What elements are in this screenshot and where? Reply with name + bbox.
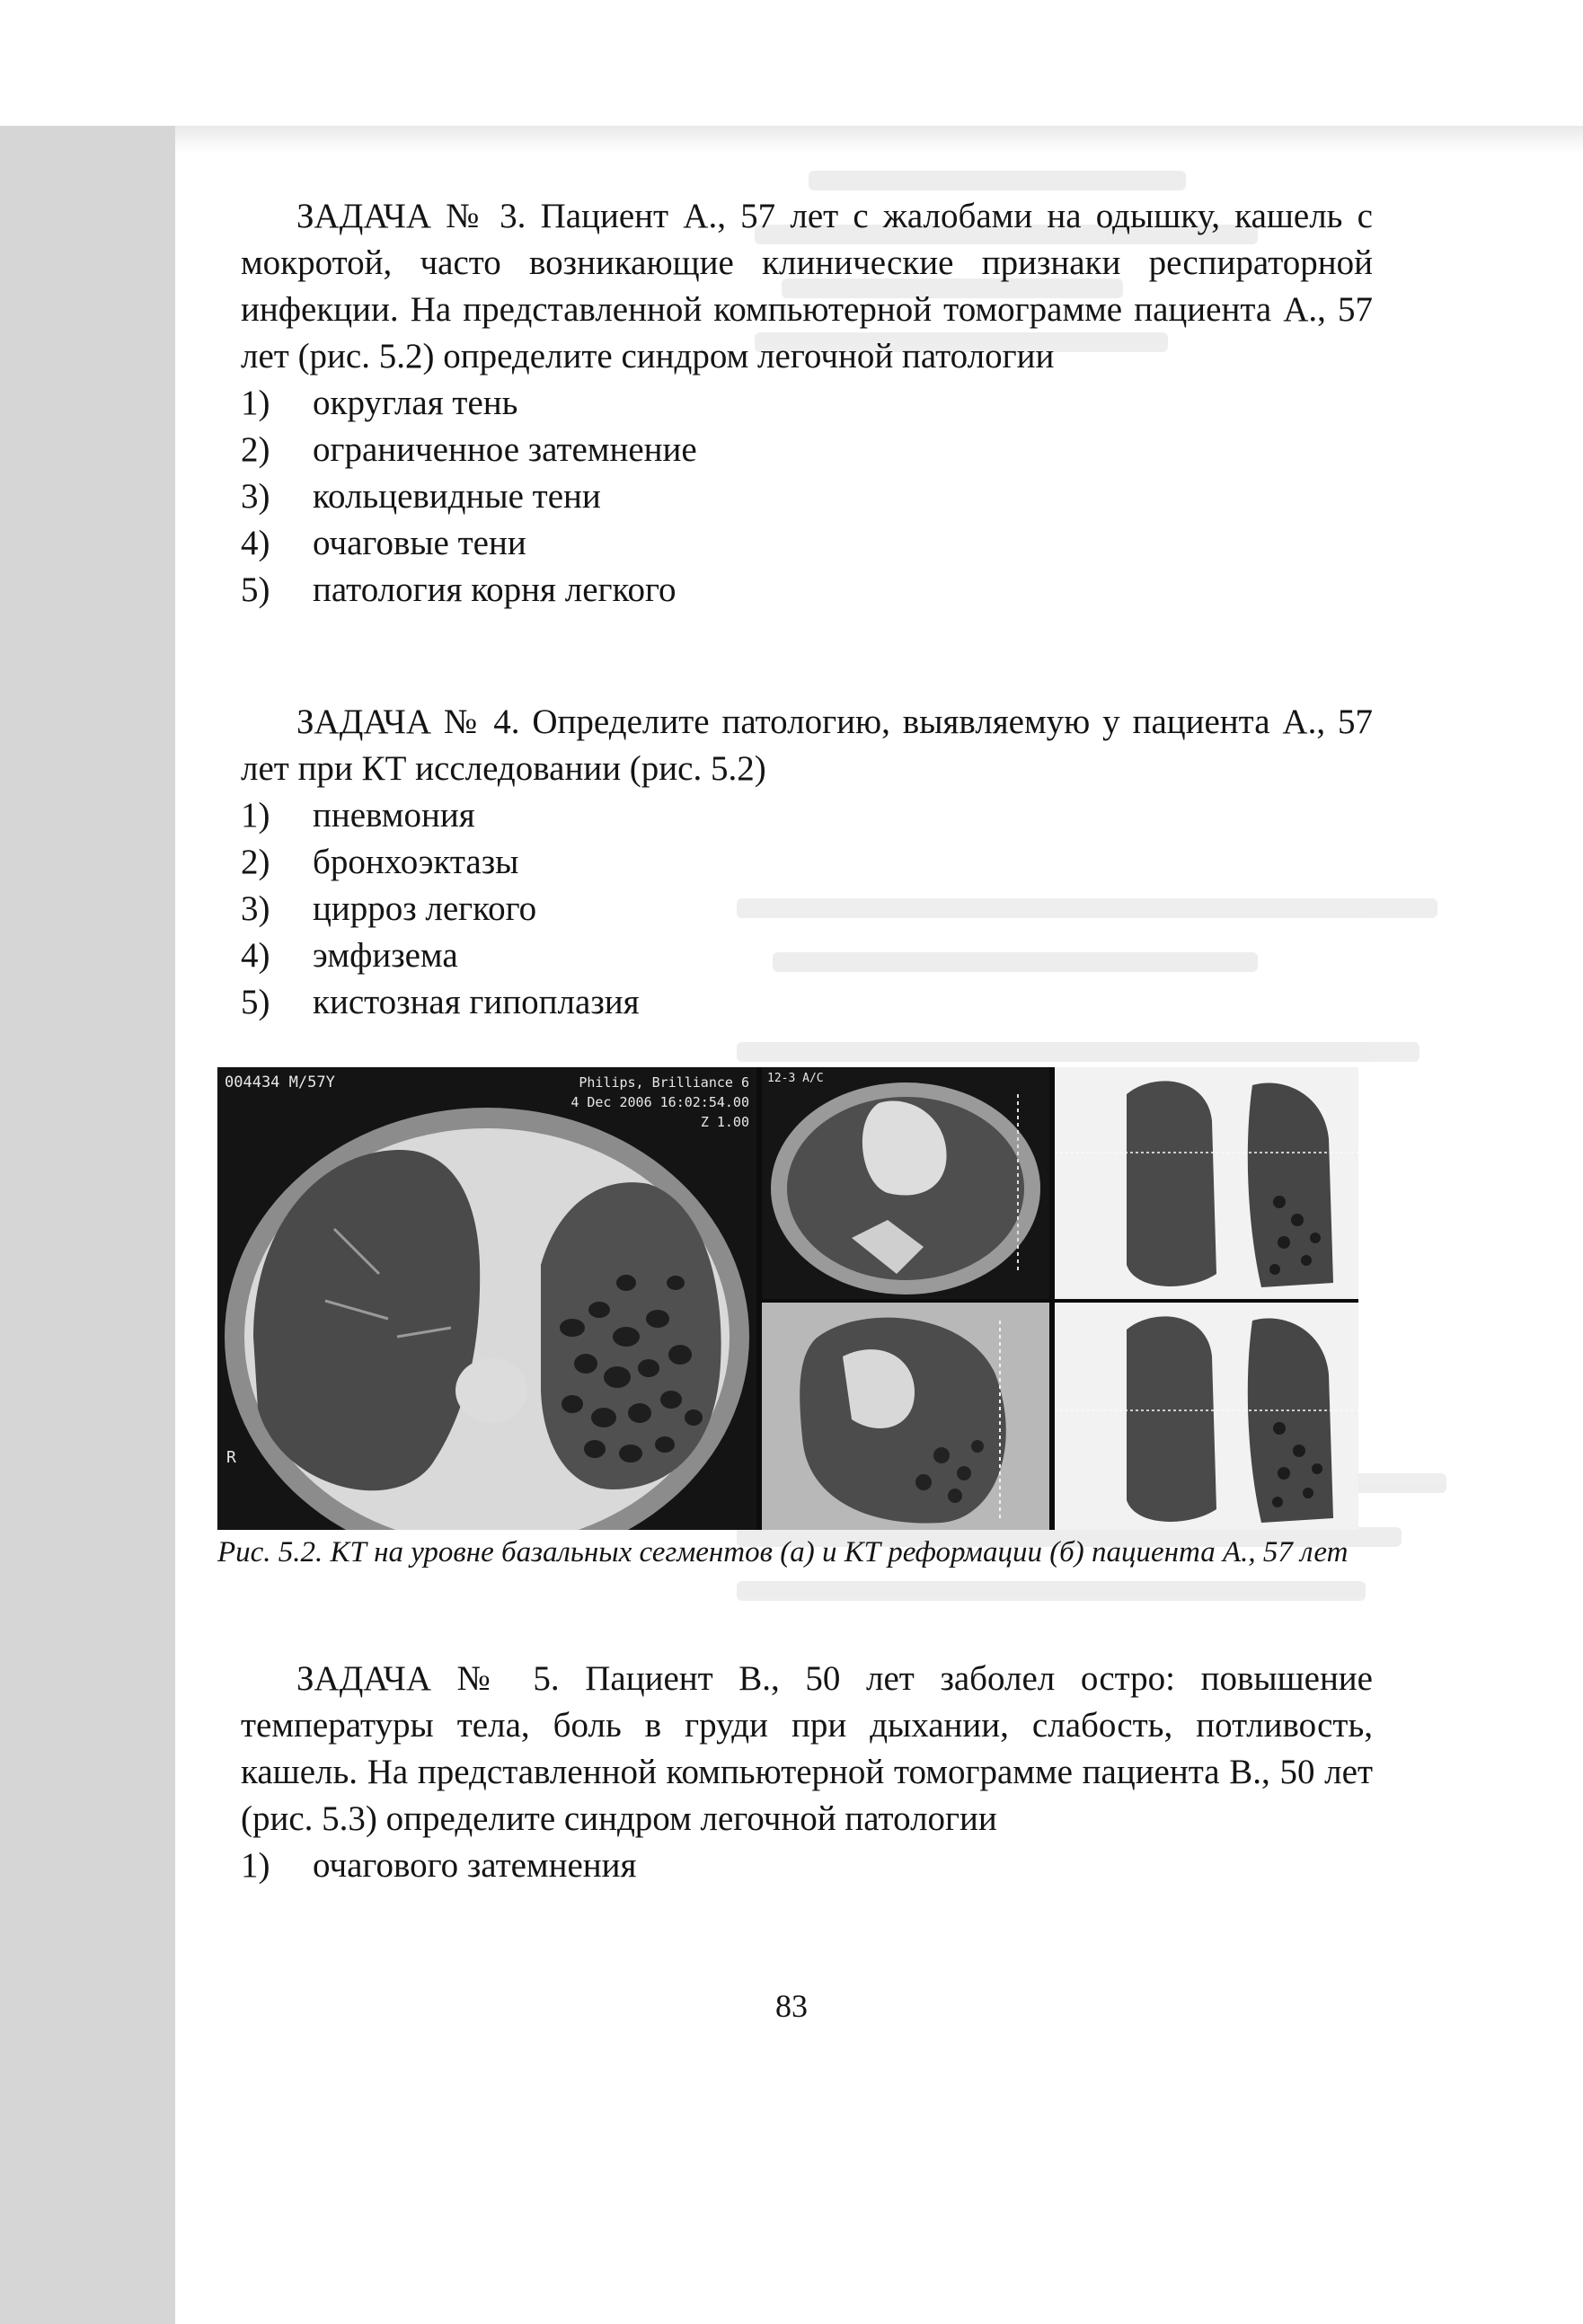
ct-figure [217, 1067, 1358, 1530]
ct-lung-reformat-bottom [1055, 1303, 1358, 1530]
svg-text:4 Dec 2006 16:02:54.00: 4 Dec 2006 16:02:54.00 [570, 1094, 749, 1110]
svg-text:Z 1.00: Z 1.00 [700, 1114, 749, 1130]
task-5-text: ЗАДАЧА № 5. Пациент В., 50 лет заболел остро: повышение температуры тела, боль в груди при дыхании, слабость, потливость, кашель. На представленной компьютерной томограмме пациента В., 50 лет (рис. 5.3) определите синдром легочной патологии [241, 1659, 1373, 1838]
page-number: 83 [775, 1988, 808, 2024]
task-4 [241, 699, 1373, 1026]
ct-lung-reformat-top [1055, 1067, 1358, 1299]
list-item: 3) кольцевидные тени [241, 477, 601, 516]
list-item: 2) ограниченное затемнение [241, 430, 697, 469]
figure-caption: Рис. 5.2. КТ на уровне базальных сегментов (а) и КТ реформации (б) пациента А., 57 лет [217, 1536, 1349, 1568]
task-5 [241, 1656, 1373, 1889]
ct-reformat-image [762, 1303, 1049, 1530]
list-item: 5) патология корня легкого [241, 570, 677, 609]
svg-text:R: R [226, 1448, 236, 1467]
task-3 [241, 193, 1373, 614]
task-3-options [241, 380, 1373, 614]
list-item: 1) округлая тень [241, 384, 518, 422]
scan-margin-top [175, 126, 1583, 153]
list-item: 1) очагового затемнения [241, 1846, 637, 1885]
list-item: 3) цирроз легкого [241, 889, 537, 928]
list-item: 5) кистозная гипоплазия [241, 983, 640, 1021]
list-item: 2) бронхоэктазы [241, 843, 519, 881]
task-5-options [241, 1842, 1373, 1889]
task-4-options [241, 792, 1373, 1026]
svg-text:Philips, Brilliance 6: Philips, Brilliance 6 [579, 1074, 749, 1091]
list-item: 4) очаговые тени [241, 524, 526, 562]
task-3-text: ЗАДАЧА № 3. Пациент А., 57 лет с жалобами на одышку, кашель с мокротой, часто возникающие клинические признаки респираторной инфекции. На представленной компьютерной томограмме пациента А., 57 лет (рис. 5.2) определите синдром легочной патологии [241, 197, 1373, 376]
task-4-text: ЗАДАЧА № 4. Определите патологию, выявляемую у пациента А., 57 лет при КТ исследовании (рис. 5.2) [241, 703, 1373, 788]
list-item: 1) пневмония [241, 796, 475, 835]
svg-text:12-3 A/C: 12-3 A/C [767, 1072, 824, 1085]
ct-axial-image [217, 1067, 756, 1530]
ct-overlay-id: 004434 M/57Y [225, 1074, 335, 1091]
list-item: 4) эмфизема [241, 936, 458, 975]
ct-coronal-image [762, 1067, 1049, 1299]
